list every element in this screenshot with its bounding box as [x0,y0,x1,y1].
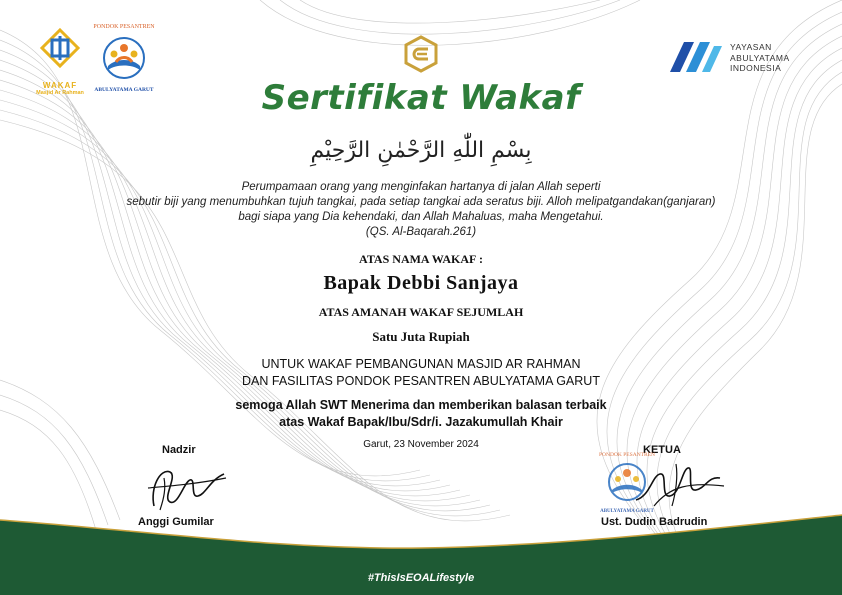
yayasan-emblem-icon [668,40,724,74]
yayasan-line3: INDONESIA [730,63,782,73]
wakaf-logo-subtitle: Masjid Ar Rahman [36,90,84,96]
quote-line-2: sebutir biji yang menumbuhkan tujuh tangkai, pada setiap tangkai ada seratus biji. Alloh melipatgandakan(ganjaran) [126,196,716,208]
stamp-bottom-text: ABULYATAMA GARUT [600,509,654,514]
nadzir-name: Anggi Gumilar [138,516,214,528]
pesantren-emblem-icon [90,30,158,82]
purpose-line-2: DAN FASILITAS PONDOK PESANTREN ABULYATAMA GARUT [242,374,600,388]
pesantren-logo-top: PONDOK PESANTREN [93,24,155,30]
yayasan-line2: ABULYATAMA [730,52,790,63]
certificate-title: Sertifikat Wakaf [261,78,581,118]
footer-hashtag: #ThisIsEOALifestyle [367,572,475,584]
ketua-name: Ust. Dudin Badrudin [601,516,708,528]
place-date: Garut, 23 November 2024 [363,439,479,450]
wakaf-amount: Satu Juta Rupiah [372,329,470,344]
yayasan-logo-text [730,42,790,74]
yayasan-line1: YAYASAN [730,42,772,52]
purpose-line-1: UNTUK WAKAF PEMBANGUNAN MASJID AR RAHMAN [261,357,581,371]
bismillah-calligraphy: بِسْمِ اللّٰهِ الرَّحْمٰنِ الرَّحِيْمِ [310,138,532,163]
stamp-top-text: PONDOK PESANTREN [598,452,656,458]
nadzir-signature [140,458,230,514]
atas-nama-label: ATAS NAMA WAKAF : [359,252,483,266]
yayasan-logo [668,40,818,76]
prayer-line-2: atas Wakaf Bapak/Ibu/Sdr/i. Jazakumullah Khair [279,415,563,429]
wakaf-emblem-icon [30,26,90,74]
wakaf-logo-title: WAKAF [42,81,78,90]
ketua-signature [630,456,730,512]
prayer-line-1: semoga Allah SWT Menerima dan memberikan balasan terbaik [235,398,607,412]
nadzir-role: Nadzir [162,444,196,456]
ketua-role: KETUA [643,444,681,456]
pesantren-logo-bottom: ABULYATAMA GARUT [94,87,154,93]
amanah-label: ATAS AMANAH WAKAF SEJUMLAH [318,305,524,319]
quote-line-1: Perumpamaan orang yang menginfakan hartanya di jalan Allah seperti [241,181,601,193]
quote-line-3: bagi siapa yang Dia kehendaki, dan Allah Mahaluas, maha Mengetahui. [238,211,604,223]
donor-name: Bapak Debbi Sanjaya [323,272,519,294]
quote-reference: (QS. Al-Baqarah.261) [365,226,477,238]
gold-hexagon-emblem-icon [401,34,441,74]
